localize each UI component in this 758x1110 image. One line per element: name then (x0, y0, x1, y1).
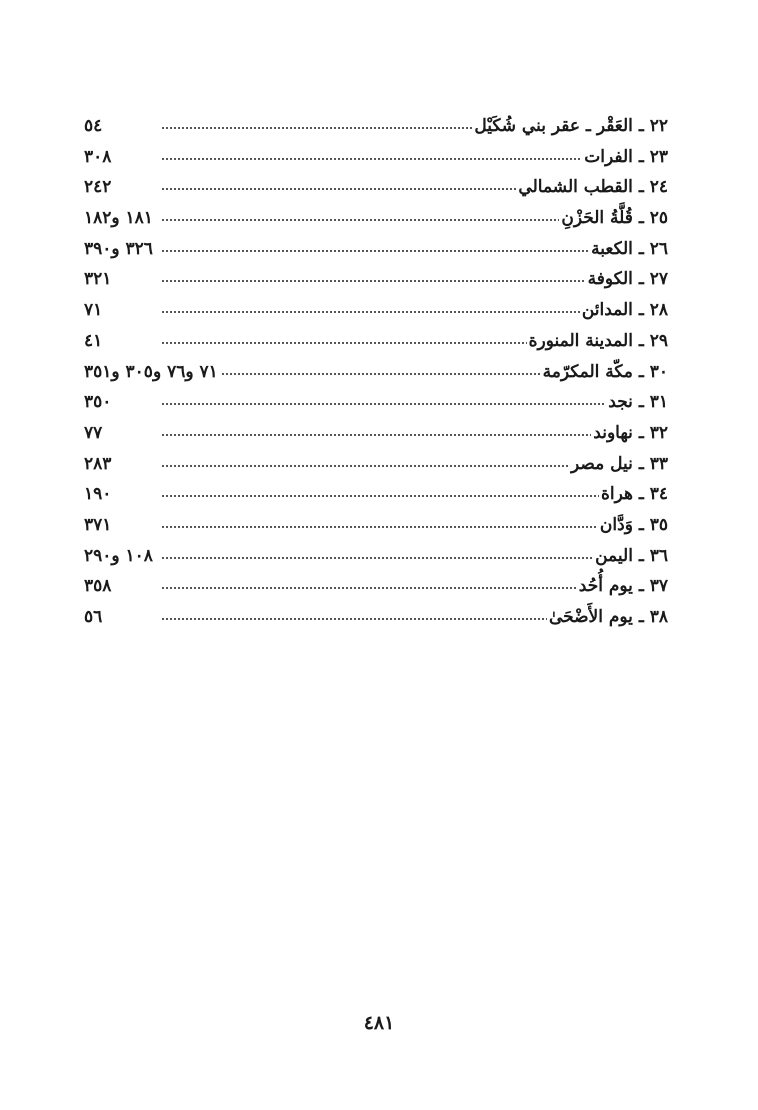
index-entry (84, 479, 668, 510)
index-entry (84, 111, 668, 142)
entry-title: ٣٨ ـ يوم الأَضْحَىٰ (547, 602, 668, 633)
entry-title: ٢٩ ـ المدينة المنورة (527, 326, 668, 357)
index-entry (84, 387, 668, 418)
index-entry (84, 510, 668, 541)
entry-title: ٣٤ ـ هراة (599, 479, 668, 510)
leader-dots (162, 495, 668, 497)
entry-title: ٣٣ ـ نيل مصر (569, 449, 668, 480)
index-entry (84, 602, 668, 633)
index-entry (84, 203, 668, 234)
entry-pages: ٧١ (84, 295, 106, 326)
entry-pages: ٢٤٢ (84, 172, 115, 203)
entry-pages: ٣٧١ (84, 510, 115, 541)
index-entry (84, 571, 668, 602)
entry-pages: ٥٦ (84, 602, 106, 633)
entry-title: ٢٢ ـ العَقْر ـ عقر بني شُكَيْل (472, 111, 668, 142)
entry-pages: ٢٨٣ (84, 449, 115, 480)
entry-pages: ١٠٨ و٢٩٠ (84, 541, 157, 572)
index-entry (84, 449, 668, 480)
entry-pages: ٣٥٨ (84, 571, 115, 602)
entry-pages: ٤١ (84, 326, 106, 357)
place-index-list (84, 111, 668, 633)
entry-title: ٢٥ ـ قُلَّةُ الحَزْنِ (559, 203, 668, 234)
entry-title: ٣١ ـ نجد (606, 387, 668, 418)
entry-pages: ٧٧ (84, 418, 106, 449)
page-number: ٤٨١ (363, 1012, 395, 1034)
entry-pages: ٣٢١ (84, 264, 115, 295)
entry-title: ٣٧ ـ يوم أُحُد (577, 571, 668, 602)
index-entry (84, 264, 668, 295)
entry-title: ٢٣ ـ الفرات (582, 142, 668, 173)
entry-title: ٣٠ ـ مكّة المكرّمة (541, 357, 668, 388)
leader-dots (162, 526, 668, 528)
index-entry (84, 295, 668, 326)
entry-title: ٢٨ ـ المدائن (580, 295, 668, 326)
entry-title: ٣٢ ـ نهاوند (591, 418, 668, 449)
entry-title: ٢٤ ـ القطب الشمالي (516, 172, 668, 203)
index-entry (84, 541, 668, 572)
entry-pages: ١٩٠ (84, 479, 115, 510)
index-entry (84, 418, 668, 449)
leader-dots (162, 557, 668, 559)
entry-pages: ٣٥٠ (84, 387, 115, 418)
index-entry (84, 142, 668, 173)
entry-title: ٣٦ ـ اليمن (593, 541, 668, 572)
entry-pages: ٣٠٨ (84, 142, 115, 173)
entry-pages: ٧١ و٧٦ و٣٠٥ و٣٥١ (84, 357, 222, 388)
entry-pages: ٣٢٦ و٣٩٠ (84, 234, 157, 265)
entry-title: ٢٧ ـ الكوفة (586, 264, 668, 295)
leader-dots (162, 403, 668, 405)
index-entry (84, 357, 668, 388)
index-entry (84, 172, 668, 203)
entry-title: ٣٥ ـ وَدَّان (598, 510, 668, 541)
index-entry (84, 234, 668, 265)
entry-title: ٢٦ ـ الكعبة (589, 234, 668, 265)
entry-pages: ٥٤ (84, 111, 106, 142)
entry-pages: ١٨١ و١٨٢ (84, 203, 157, 234)
index-entry (84, 326, 668, 357)
